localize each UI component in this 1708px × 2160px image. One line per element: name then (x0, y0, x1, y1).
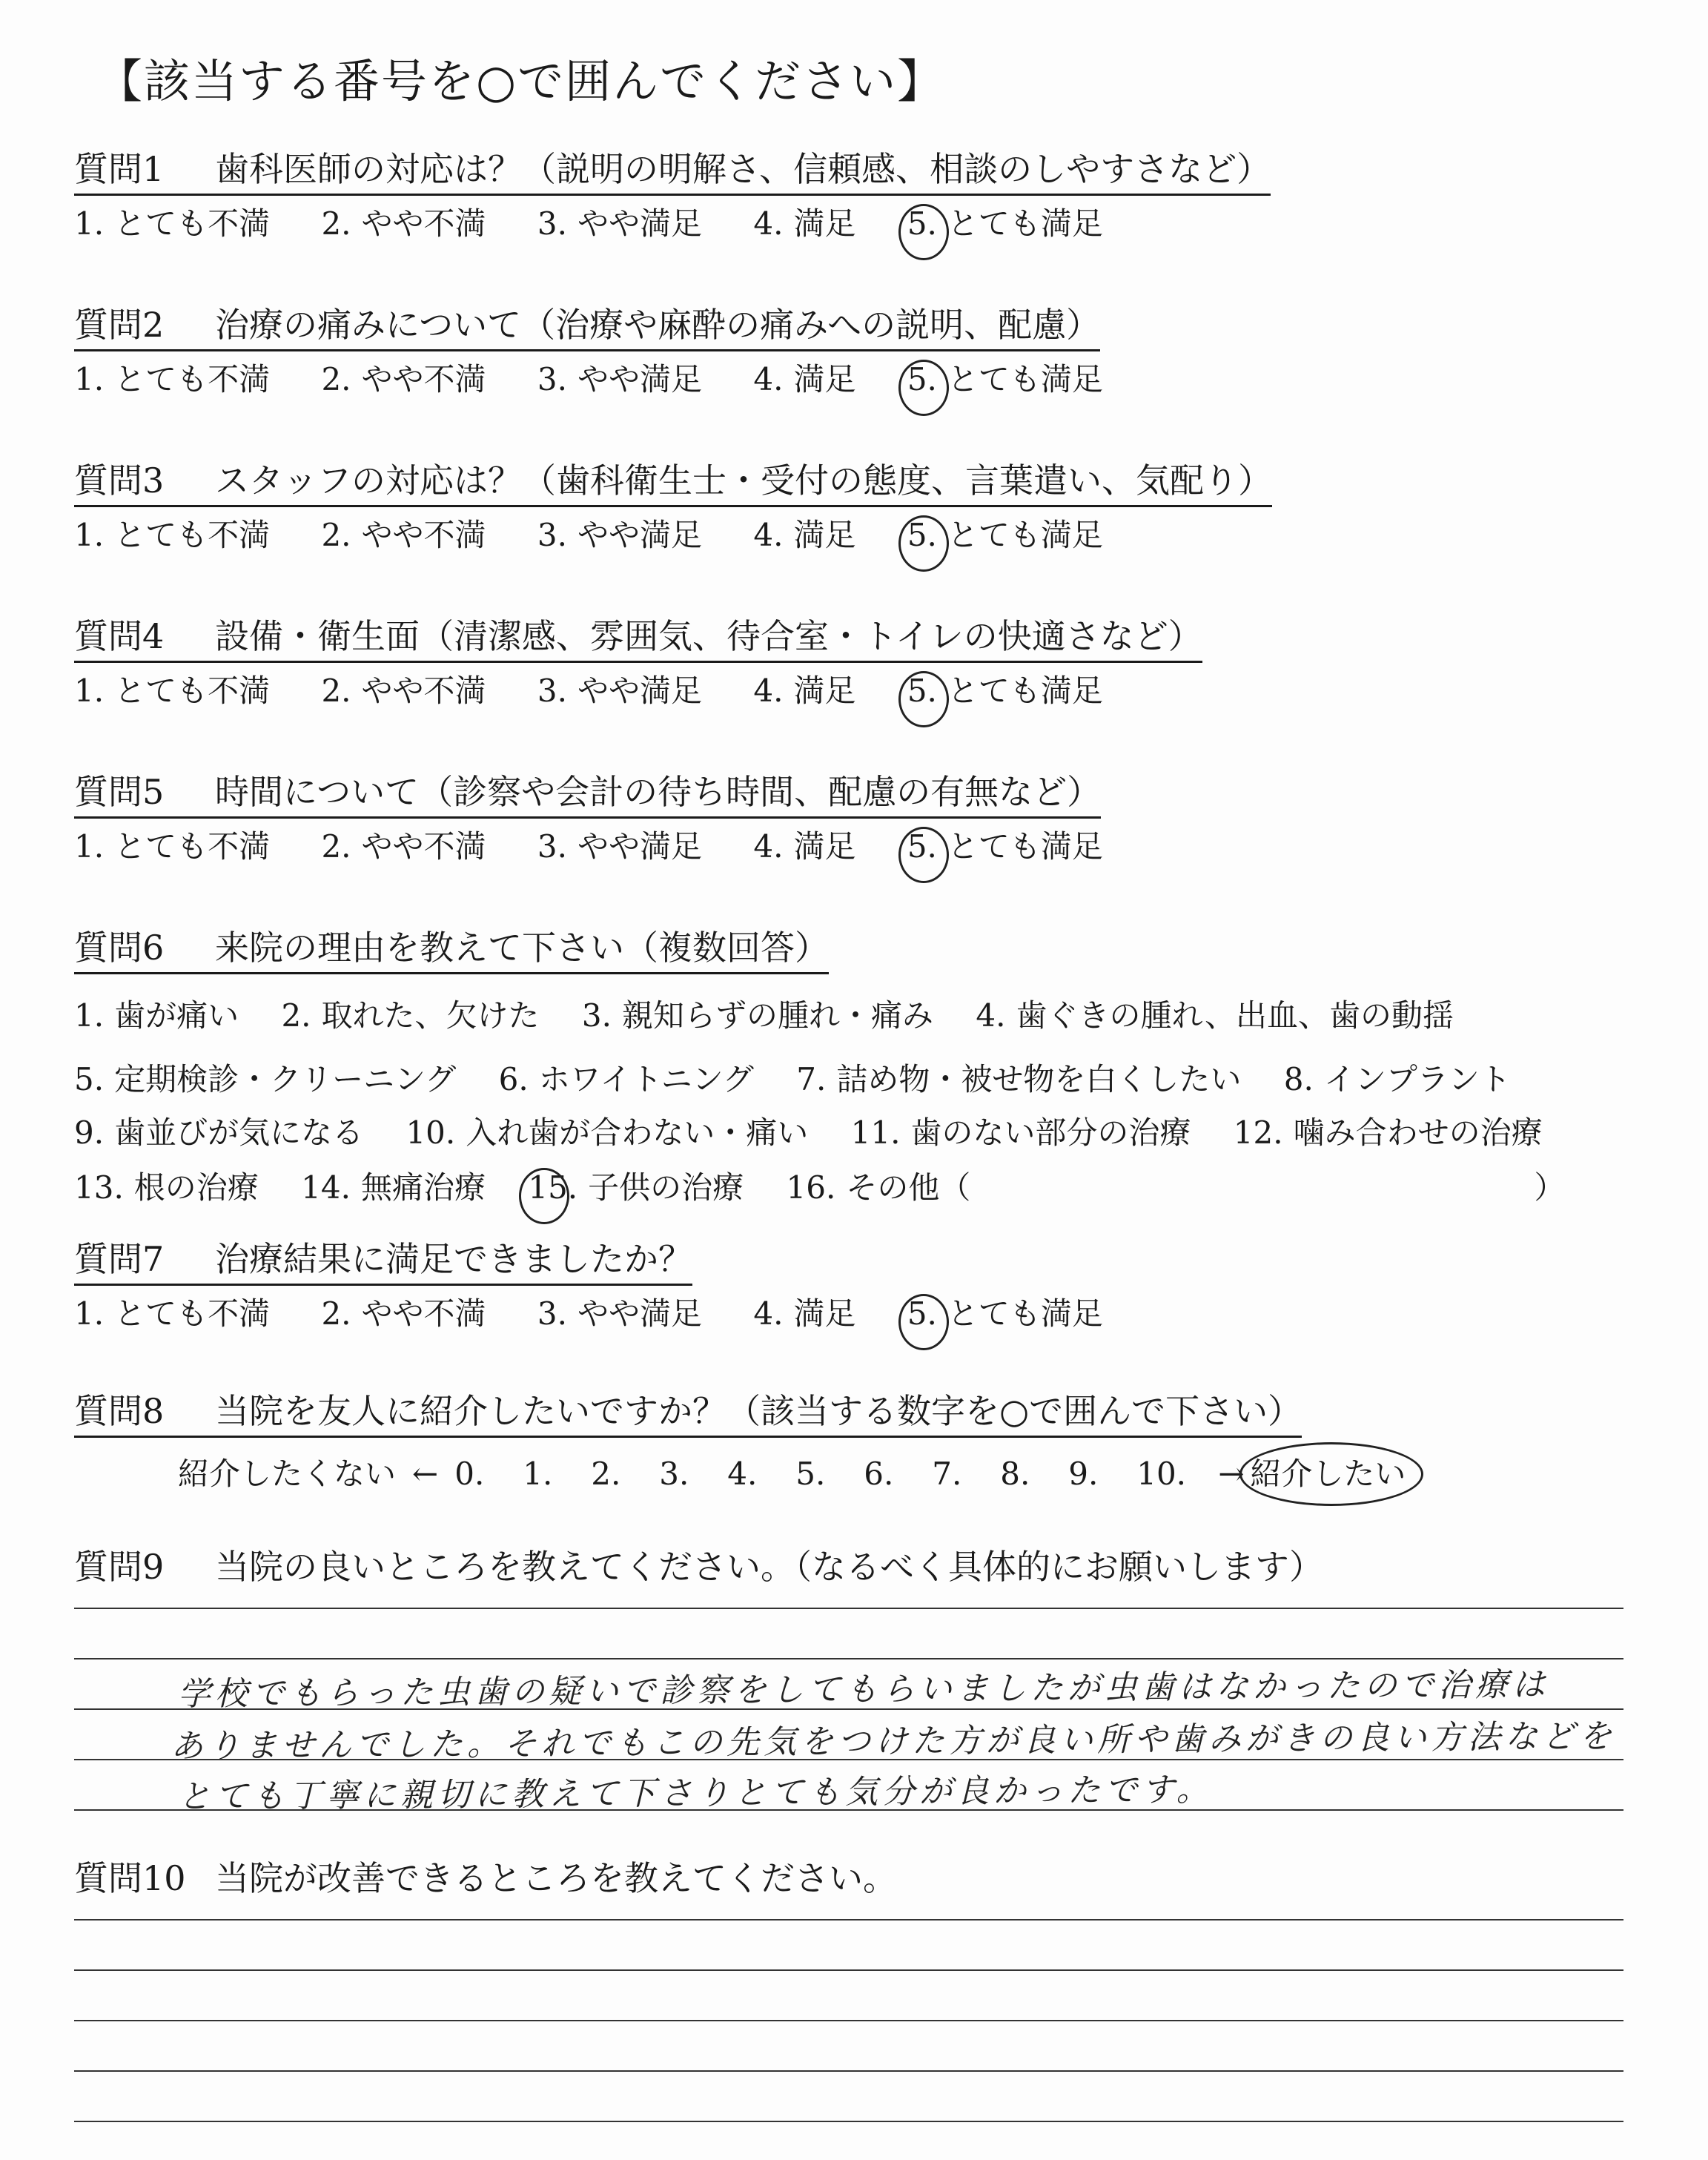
question-number: 質問10 (74, 1858, 186, 1898)
option-1[interactable]: 1. とても不満 (74, 517, 271, 553)
question-number: 質問4 (74, 616, 165, 656)
question-number: 質問2 (74, 305, 165, 345)
answer-line[interactable] (74, 2121, 1623, 2122)
question-8 (74, 1387, 1668, 1500)
option-4[interactable]: 4. 満足 (753, 361, 856, 397)
option-4[interactable]: 4. 満足 (753, 1295, 856, 1332)
reason-4[interactable]: 4. 歯ぐきの腫れ、出血、歯の動揺 (976, 997, 1454, 1034)
option-1[interactable]: 1. とても不満 (74, 1295, 271, 1332)
question-2 (74, 300, 1668, 402)
option-3[interactable]: 3. やや満足 (537, 673, 702, 709)
left-arrow: ← (412, 1456, 439, 1492)
reason-row-2 (74, 1054, 1668, 1105)
option-1[interactable]: 1. とても不満 (74, 205, 271, 242)
question-heading (74, 1387, 1302, 1441)
reason-11[interactable]: 11. 歯のない部分の治療 (850, 1114, 1191, 1151)
question-6 (74, 923, 1668, 1215)
option-5-selected[interactable]: 5. とても満足 (907, 361, 1103, 397)
reason-3[interactable]: 3. 親知らずの腫れ・痛み (581, 997, 933, 1034)
question-text: 当院を友人に紹介したいですか？（該当する数字を○で囲んで下さい） (215, 1391, 1302, 1431)
question-text: 当院が改善できるところを教えてください。 (215, 1858, 897, 1898)
question-heading (74, 767, 1101, 822)
scale-right-label-selected[interactable]: 紹介したい (1250, 1448, 1406, 1500)
reason-2[interactable]: 2. 取れた、欠けた (281, 997, 540, 1034)
answer-options (74, 669, 1668, 713)
option-5-selected[interactable]: 5. とても満足 (907, 517, 1103, 553)
question-1 (74, 145, 1668, 246)
reason-9[interactable]: 9. 歯並びが気になる (74, 1114, 364, 1151)
option-3[interactable]: 3. やや満足 (537, 205, 702, 242)
question-number: 質問5 (74, 772, 165, 812)
question-heading (74, 300, 1100, 354)
scale-8[interactable]: 8. (1000, 1456, 1030, 1492)
option-2[interactable]: 2. やや不満 (321, 673, 486, 709)
scale-2[interactable]: 2. (591, 1456, 621, 1492)
option-4[interactable]: 4. 満足 (753, 673, 856, 709)
option-5-selected[interactable]: 5. とても満足 (907, 205, 1103, 242)
question-heading (74, 1235, 692, 1289)
question-text: 来院の理由を教えて下さい（複数回答） (215, 928, 829, 968)
option-4[interactable]: 4. 満足 (753, 205, 856, 242)
option-5-selected[interactable]: 5. とても満足 (907, 1295, 1103, 1332)
option-5-selected[interactable]: 5. とても満足 (907, 673, 1103, 709)
reason-row-4 (74, 1161, 1668, 1215)
question-heading (74, 1854, 897, 1906)
answer-line[interactable] (74, 2020, 1623, 2021)
heading-underline (74, 1284, 692, 1286)
question-number: 質問7 (74, 1239, 165, 1279)
heading-underline (74, 1436, 1302, 1438)
option-3[interactable]: 3. やや満足 (537, 517, 702, 553)
answer-line[interactable] (74, 1969, 1623, 1971)
scale-0[interactable]: 0. (454, 1456, 485, 1492)
option-2[interactable]: 2. やや不満 (321, 205, 486, 242)
question-10 (74, 1854, 1668, 1906)
answer-line[interactable] (74, 2070, 1623, 2072)
answer-line[interactable] (74, 1919, 1623, 1920)
question-number: 質問6 (74, 928, 165, 968)
question-text: スタッフの対応は？（歯科衛生士・受付の態度、言葉遣い、気配り） (215, 460, 1272, 501)
handwritten-answer-line-3: とても丁寧に親切に教えて下さりとても気分が良かったです。 (177, 1771, 1214, 1816)
scale-10[interactable]: 10. (1136, 1456, 1187, 1492)
reason-15-selected[interactable]: 15. 子供の治療 (528, 1169, 744, 1206)
heading-underline (74, 505, 1272, 507)
option-2[interactable]: 2. やや不満 (321, 517, 486, 553)
reason-8[interactable]: 8. インプラント (1283, 1061, 1511, 1097)
question-text: 治療の痛みについて（治療や麻酔の痛みへの説明、配慮） (215, 305, 1101, 345)
option-2[interactable]: 2. やや不満 (321, 361, 486, 397)
question-number: 質問8 (74, 1391, 165, 1431)
question-text: 時間について（診察や会計の待ち時間、配慮の有無など） (215, 772, 1102, 812)
reason-16[interactable]: 16. その他（ ） (786, 1169, 1566, 1206)
answer-options (74, 202, 1668, 246)
question-text: 歯科医師の対応は？（説明の明解さ、信頼感、相談のしやすさなど） (215, 149, 1271, 189)
question-5 (74, 767, 1668, 869)
answer-options (74, 825, 1668, 869)
reason-10[interactable]: 10. 入れ歯が合わない・痛い (406, 1114, 809, 1151)
option-1[interactable]: 1. とても不満 (74, 828, 271, 865)
reason-14[interactable]: 14. 無痛治療 (301, 1169, 486, 1206)
recommend-scale (74, 1448, 1668, 1500)
question-7 (74, 1235, 1668, 1336)
reason-12[interactable]: 12. 噛み合わせの治療 (1233, 1114, 1543, 1151)
answer-options (74, 513, 1668, 558)
answer-options (74, 1292, 1668, 1336)
question-number: 質問3 (74, 460, 165, 501)
scale-6[interactable]: 6. (864, 1456, 894, 1492)
question-heading (74, 612, 1202, 666)
question-3 (74, 456, 1668, 558)
option-4[interactable]: 4. 満足 (753, 828, 856, 865)
answer-line (74, 1608, 1623, 1609)
question-heading (74, 1542, 1323, 1594)
question-text: 当院の良いところを教えてください。（なるべく具体的にお願いします） (215, 1547, 1323, 1587)
scale-3[interactable]: 3. (659, 1456, 689, 1492)
handwritten-answer-line-1: 学校でもらった虫歯の疑いで診察をしてもらいましたが虫歯はなかったので治療は (177, 1665, 1550, 1714)
scale-9[interactable]: 9. (1068, 1456, 1099, 1492)
right-arrow: → (1218, 1456, 1245, 1492)
reason-row-1 (74, 977, 1668, 1054)
reason-5[interactable]: 5. 定期検診・クリーニング (74, 1061, 457, 1097)
question-heading (74, 456, 1272, 510)
option-2[interactable]: 2. やや不満 (321, 828, 486, 865)
question-4 (74, 612, 1668, 713)
reason-7[interactable]: 7. 詰め物・被せ物を白くしたい (796, 1061, 1242, 1097)
question-number: 質問1 (74, 149, 165, 189)
reason-6[interactable]: 6. ホワイトニング (498, 1061, 754, 1097)
option-4[interactable]: 4. 満足 (753, 517, 856, 553)
scale-4[interactable]: 4. (727, 1456, 758, 1492)
heading-underline (74, 194, 1271, 196)
scale-left-label: 紹介したくない (178, 1456, 397, 1492)
question-text: 設備・衛生面（清潔感、雰囲気、待合室・トイレの快適さなど） (215, 616, 1202, 656)
question-heading (74, 923, 829, 977)
question-9 (74, 1542, 1668, 1594)
scale-5[interactable]: 5. (795, 1456, 826, 1492)
heading-underline (74, 661, 1202, 663)
scale-1[interactable]: 1. (523, 1456, 553, 1492)
question-text: 治療結果に満足できましたか？ (215, 1239, 692, 1279)
heading-underline (74, 816, 1101, 819)
page-title: 【該当する番号を○で囲んでください】 (96, 54, 945, 108)
answer-options (74, 357, 1668, 402)
question-heading (74, 145, 1271, 199)
heading-underline (74, 972, 829, 974)
reason-row-3 (74, 1105, 1668, 1161)
heading-underline (74, 349, 1100, 351)
option-1[interactable]: 1. とても不満 (74, 361, 271, 397)
scale-7[interactable]: 7. (932, 1456, 962, 1492)
option-1[interactable]: 1. とても不満 (74, 673, 271, 709)
handwritten-answer-line-2: ありませんでした。それでもこの先気をつけた方が良い所や歯みがきの良い方法などを (170, 1717, 1617, 1766)
option-2[interactable]: 2. やや不満 (321, 1295, 486, 1332)
question-number: 質問9 (74, 1547, 165, 1587)
reason-1[interactable]: 1. 歯が痛い (74, 997, 239, 1034)
option-3[interactable]: 3. やや満足 (537, 1295, 702, 1332)
option-3[interactable]: 3. やや満足 (537, 361, 702, 397)
option-5-selected[interactable]: 5. とても満足 (907, 828, 1103, 865)
reason-13[interactable]: 13. 根の治療 (74, 1169, 259, 1206)
option-3[interactable]: 3. やや満足 (537, 828, 702, 865)
